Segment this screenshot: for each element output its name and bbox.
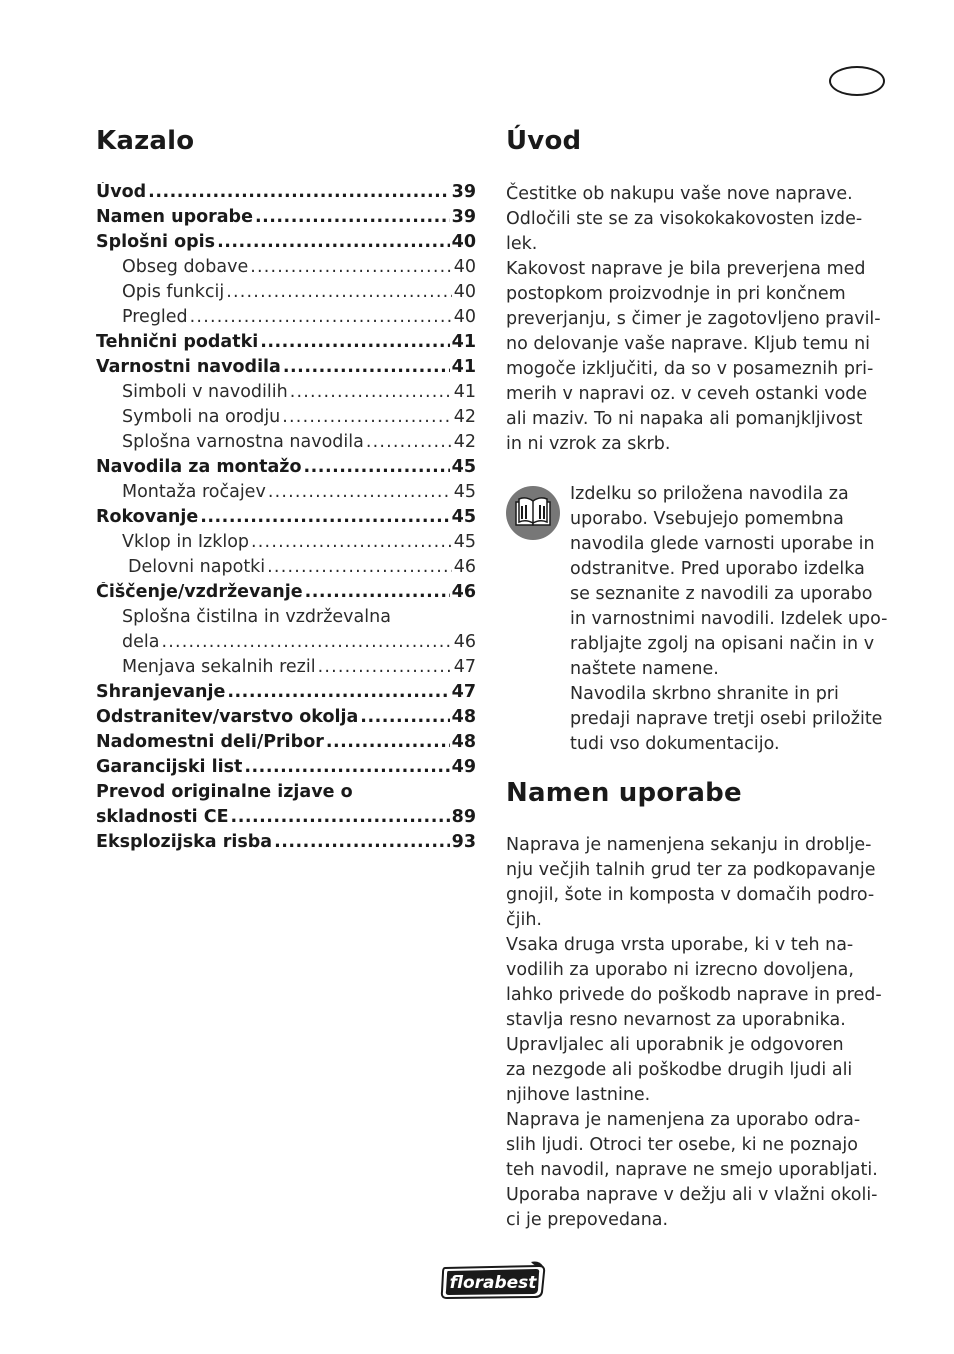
text-line: predaji naprave tretji osebi priložite: [570, 709, 883, 729]
text-line: merih v napravi oz. v ceveh ostanki vode: [506, 384, 868, 404]
text-line: Izdelku so priložena navodila za: [570, 484, 849, 504]
text-line: uporabo. Vsebujejo pomembna: [570, 509, 844, 529]
toc-dot-leader: [268, 482, 452, 502]
toc-entry[interactable]: [96, 232, 476, 257]
text-line: postopkom proizvodnje in pri končnem: [506, 284, 846, 304]
text-line: mogoče izključiti, da so v posameznih pri-: [506, 359, 874, 379]
text-line: no delovanje vaše naprave. Kljub temu ni: [506, 334, 871, 354]
toc-dot-leader: [260, 332, 449, 352]
namen-paragraph: [506, 833, 882, 1233]
text-line: Uporaba naprave v dežju ali v vlažni okoli-: [506, 1185, 878, 1205]
toc-entry-title: skladnosti CE: [96, 807, 229, 827]
text-line: gnojil, šote in komposta v domačih podro-: [506, 885, 875, 905]
toc-entry-page: 46: [451, 582, 476, 602]
toc-entry-page: 41: [451, 357, 476, 377]
toc-entry[interactable]: [96, 607, 476, 632]
toc-entry-title: Splošna čistilna in vzdrževalna: [122, 607, 391, 627]
toc-entry[interactable]: [96, 382, 476, 407]
toc-entry-title: Menjava sekalnih rezil: [122, 657, 316, 677]
toc-entry[interactable]: [96, 332, 476, 357]
text-line: naštete namene.: [570, 659, 719, 679]
toc-entry[interactable]: [96, 632, 476, 657]
toc-entry[interactable]: [96, 357, 476, 382]
toc-entry-title: Montaža ročajev: [122, 482, 266, 502]
toc-entry-page: 40: [451, 232, 476, 252]
toc-entry-title: dela: [122, 632, 160, 652]
toc-entry-page: 40: [453, 257, 476, 277]
toc-entry[interactable]: [96, 282, 476, 307]
toc-entry-page: 48: [451, 732, 476, 752]
text-line: rabljajte zgolj na opisani način in v: [570, 634, 875, 654]
toc-dot-leader: [250, 257, 452, 277]
text-line: stavlja resno nevarnost za uporabnika.: [506, 1010, 846, 1030]
toc-entry-page: 49: [451, 757, 476, 777]
toc-dot-leader: [244, 757, 449, 777]
toc-entry-page: 46: [453, 632, 476, 652]
table-of-contents: [96, 182, 476, 857]
text-line: odstranitve. Pred uporabo izdelka: [570, 559, 865, 579]
text-line: lek.: [506, 234, 538, 254]
toc-entry-title: Splošni opis: [96, 232, 216, 252]
toc-entry-title: Rokovanje: [96, 507, 199, 527]
toc-entry-page: 89: [451, 807, 476, 827]
toc-entry[interactable]: [96, 582, 476, 607]
text-line: Odločili ste se za visokokakovosten izde-: [506, 209, 863, 229]
toc-entry-page: 39: [451, 182, 476, 202]
text-line: čjih.: [506, 910, 542, 930]
toc-entry[interactable]: [96, 732, 476, 757]
text-line: Navodila skrbno shranite in pri: [570, 684, 839, 704]
toc-dot-leader: [161, 632, 451, 652]
toc-entry-title: Prevod originalne izjave o: [96, 782, 353, 802]
toc-entry-page: 40: [453, 282, 476, 302]
toc-dot-leader: [366, 432, 452, 452]
toc-entry-page: 39: [451, 207, 476, 227]
toc-entry-title: Tehnični podatki: [96, 332, 259, 352]
text-line: Čestitke ob nakupu vaše nove naprave.: [506, 184, 853, 204]
toc-entry-title: Shranjevanje: [96, 682, 226, 702]
toc-entry[interactable]: [96, 482, 476, 507]
toc-dot-leader: [267, 557, 452, 577]
toc-entry[interactable]: [96, 257, 476, 282]
text-line: navodila glede varnosti uporabe in: [570, 534, 875, 554]
toc-entry-title: Splošna varnostna navodila: [122, 432, 364, 452]
toc-entry-title: Garancijski list: [96, 757, 243, 777]
toc-dot-leader: [148, 182, 449, 202]
toc-entry-page: 48: [451, 707, 476, 727]
toc-entry-page: 93: [451, 832, 476, 852]
toc-entry-page: 41: [451, 332, 476, 352]
toc-entry-title: Opis funkcij: [122, 282, 225, 302]
text-line: za nezgode ali poškodbe drugih ljudi ali: [506, 1060, 853, 1080]
text-line: Vsaka druga vrsta uporabe, ki v teh na-: [506, 935, 854, 955]
toc-entry[interactable]: [96, 307, 476, 332]
toc-entry-title: Varnostni navodila: [96, 357, 281, 377]
toc-entry-title: Simboli v navodilih: [122, 382, 288, 402]
toc-entry[interactable]: [96, 557, 476, 582]
toc-entry-title: Symboli na orodju: [122, 407, 281, 427]
florabest-logo: [439, 1260, 547, 1300]
text-line: ali maziv. To ni napaka ali pomanjkljivost: [506, 409, 863, 429]
safety-note-paragraph: [570, 482, 887, 757]
toc-dot-leader: [326, 732, 450, 752]
toc-dot-leader: [305, 582, 450, 602]
toc-entry[interactable]: [96, 457, 476, 482]
toc-entry-title: Vklop in Izklop: [122, 532, 250, 552]
text-line: njihove lastnine.: [506, 1085, 651, 1105]
toc-entry[interactable]: [96, 507, 476, 532]
toc-entry-title: Čiščenje/vzdrževanje: [96, 582, 303, 602]
toc-dot-leader: [274, 832, 450, 852]
toc-entry[interactable]: [96, 832, 476, 857]
text-line: Kakovost naprave je bila preverjena med: [506, 259, 866, 279]
toc-entry-title: Nadomestni deli/Pribor: [96, 732, 324, 752]
toc-entry[interactable]: [96, 657, 476, 682]
toc-entry[interactable]: [96, 532, 476, 557]
toc-dot-leader: [226, 282, 451, 302]
toc-entry-title: Odstranitev/varstvo okolja: [96, 707, 359, 727]
book-icon: [506, 486, 560, 540]
toc-entry-page: 45: [451, 457, 476, 477]
toc-entry-title: Pregled: [122, 307, 188, 327]
toc-dot-leader: [217, 232, 450, 252]
toc-entry-title: Delovni napotki: [128, 557, 266, 577]
toc-entry-page: 46: [453, 557, 476, 577]
text-line: vodilih za uporabo ni izrecno dovoljena,: [506, 960, 854, 980]
toc-dot-leader: [227, 682, 449, 702]
toc-entry-page: 41: [453, 382, 476, 402]
toc-entry-title: Úvod: [96, 182, 147, 202]
toc-heading: Kazalo: [96, 126, 195, 156]
uvod-paragraph: [506, 182, 881, 457]
toc-entry[interactable]: [96, 707, 476, 732]
text-line: Naprava je namenjena za uporabo odra-: [506, 1110, 861, 1130]
toc-entry-title: Eksplozijska risba: [96, 832, 273, 852]
toc-entry[interactable]: [96, 682, 476, 707]
toc-entry-title: Obseg dobave: [122, 257, 249, 277]
toc-entry[interactable]: [96, 757, 476, 782]
toc-entry-page: 47: [451, 682, 476, 702]
toc-dot-leader: [290, 382, 452, 402]
text-line: slih ljudi. Otroci ter osebe, ki ne poznajo: [506, 1135, 858, 1155]
text-line: lahko privede do poškodb naprave in pred-: [506, 985, 882, 1005]
toc-entry-page: 45: [453, 482, 476, 502]
toc-entry-title: Navodila za montažo: [96, 457, 302, 477]
text-line: tudi vso dokumentacijo.: [570, 734, 780, 754]
toc-entry-page: 47: [453, 657, 476, 677]
text-line: Upravljalec ali uporabnik je odgovoren: [506, 1035, 844, 1055]
toc-entry-page: 40: [453, 307, 476, 327]
toc-entry-page: 45: [451, 507, 476, 527]
toc-entry[interactable]: [96, 782, 476, 807]
text-line: se seznanite z navodili za uporabo: [570, 584, 873, 604]
toc-entry[interactable]: [96, 182, 476, 207]
toc-entry-page: 42: [453, 432, 476, 452]
toc-dot-leader: [231, 807, 450, 827]
toc-dot-leader: [283, 357, 450, 377]
toc-entry[interactable]: [96, 207, 476, 232]
logo-text: florabest: [449, 1273, 537, 1293]
text-line: preverjanju, s čimer je zagotovljeno pravil-: [506, 309, 881, 329]
toc-dot-leader: [318, 657, 452, 677]
toc-entry-page: 42: [453, 407, 476, 427]
toc-entry[interactable]: [96, 807, 476, 832]
toc-dot-leader: [255, 207, 450, 227]
text-line: in varnostnimi navodili. Izdelek upo-: [570, 609, 888, 629]
toc-dot-leader: [190, 307, 452, 327]
language-badge-oval: [829, 66, 885, 96]
toc-entry-title: Namen uporabe: [96, 207, 253, 227]
toc-entry-page: 45: [453, 532, 476, 552]
toc-entry[interactable]: [96, 407, 476, 432]
toc-dot-leader: [360, 707, 449, 727]
toc-dot-leader: [282, 407, 451, 427]
text-line: in ni vzrok za skrb.: [506, 434, 671, 454]
text-line: nju večjih talnih grud ter za podkopavanje: [506, 860, 876, 880]
namen-heading: Namen uporabe: [506, 778, 742, 808]
text-line: Naprava je namenjena sekanju in droblje-: [506, 835, 872, 855]
toc-dot-leader: [251, 532, 452, 552]
text-line: teh navodil, naprave ne smejo uporabljati.: [506, 1160, 878, 1180]
toc-dot-leader: [304, 457, 450, 477]
toc-dot-leader: [200, 507, 449, 527]
toc-entry[interactable]: [96, 432, 476, 457]
text-line: ci je prepovedana.: [506, 1210, 669, 1230]
uvod-heading: Úvod: [506, 126, 582, 156]
